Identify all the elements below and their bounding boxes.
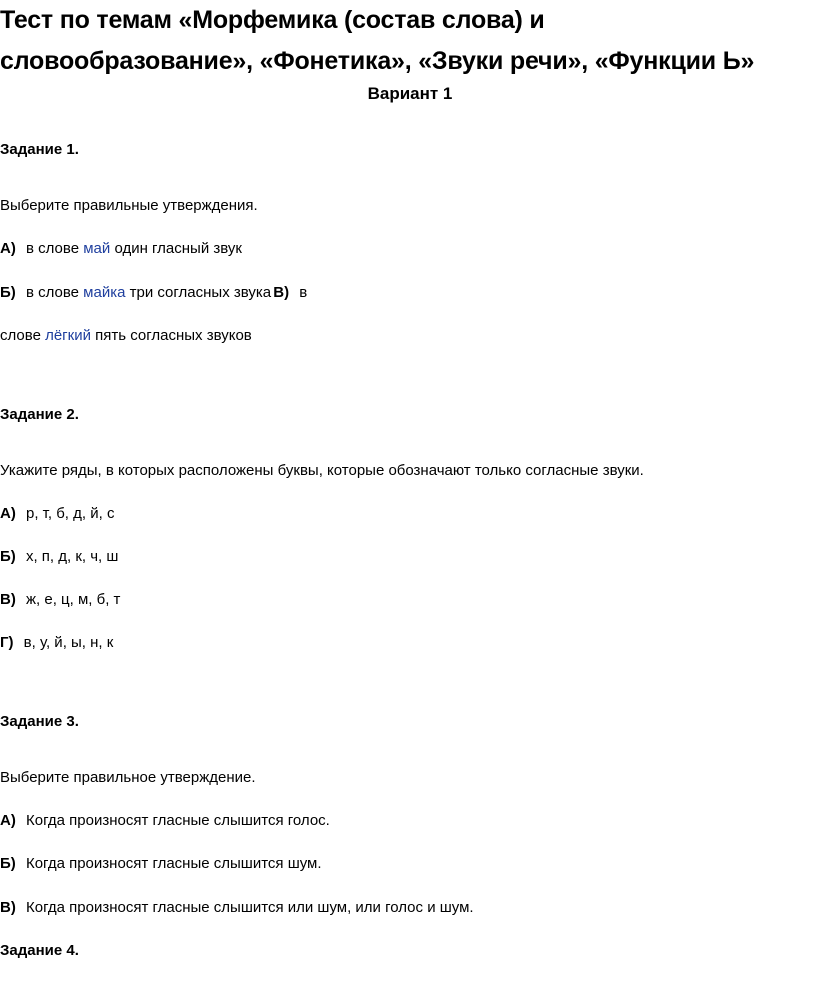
variant-heading: Вариант 1 xyxy=(367,84,453,103)
option-letter: В) xyxy=(0,591,16,608)
option-text: Когда произносят гласные слышится шум. xyxy=(25,855,322,872)
task3-option-b xyxy=(0,854,322,874)
task2-option-c xyxy=(0,590,120,610)
option-letter: Б) xyxy=(0,284,16,301)
task3-option-a xyxy=(0,811,330,831)
document-title: Тест по темам «Морфемика (состав слова) и словообразование», «Фонетика», «Звуки речи», «Функции Ь» xyxy=(0,6,755,75)
option-letter: В) xyxy=(0,899,16,916)
option-letter: А) xyxy=(0,505,16,522)
task3-heading: Задание 3. xyxy=(0,713,79,730)
task2-option-b xyxy=(0,547,118,567)
option-letter: А) xyxy=(0,240,16,257)
option-letter: Б) xyxy=(0,855,16,872)
option-letter: В) xyxy=(273,284,290,301)
task1-option-c xyxy=(0,326,252,346)
option-text: р, т, б, д, й, с xyxy=(26,505,115,522)
option-text-post: один гласный звук xyxy=(114,240,242,257)
option-letter: А) xyxy=(0,812,16,829)
task4-heading: Задание 4. xyxy=(0,942,79,959)
option-text: ж, е, ц, м, б, т xyxy=(26,591,121,608)
option-letter: Г) xyxy=(0,634,14,651)
option-text-pre: в слове xyxy=(25,284,79,301)
task3-option-c xyxy=(0,898,474,918)
option-text: в, у, й, ы, н, к xyxy=(23,634,114,651)
task1-prompt: Выберите правильные утверждения. xyxy=(0,197,258,214)
task2-prompt: Укажите ряды, в которых расположены буквы, которые обозначают только согласные звуки. xyxy=(0,462,644,479)
option-text: Когда произносят гласные слышится голос. xyxy=(26,812,330,829)
task2-heading: Задание 2. xyxy=(0,406,79,423)
option-text-pre: в xyxy=(299,284,308,301)
option-text: х, п, д, к, ч, ш xyxy=(25,548,119,565)
task2-option-d xyxy=(0,633,113,653)
task1-option-a xyxy=(0,239,242,259)
highlighted-word: май xyxy=(83,240,111,257)
option-text-post: три согласных звука xyxy=(129,284,272,301)
option-letter: Б) xyxy=(0,548,16,565)
task1-option-b xyxy=(0,283,307,303)
highlighted-word: майка xyxy=(83,284,126,301)
option-text-post: пять согласных звуков xyxy=(95,327,252,344)
task3-prompt: Выберите правильное утверждение. xyxy=(0,769,256,786)
option-text-pre: в слове xyxy=(26,240,80,257)
highlighted-word: лёгкий xyxy=(45,327,91,344)
task2-option-a xyxy=(0,504,114,524)
task1-heading: Задание 1. xyxy=(0,141,79,158)
option-text: Когда произносят гласные слышится или шум, или голос и шум. xyxy=(26,899,474,916)
option-text-pre: слове xyxy=(0,327,41,344)
